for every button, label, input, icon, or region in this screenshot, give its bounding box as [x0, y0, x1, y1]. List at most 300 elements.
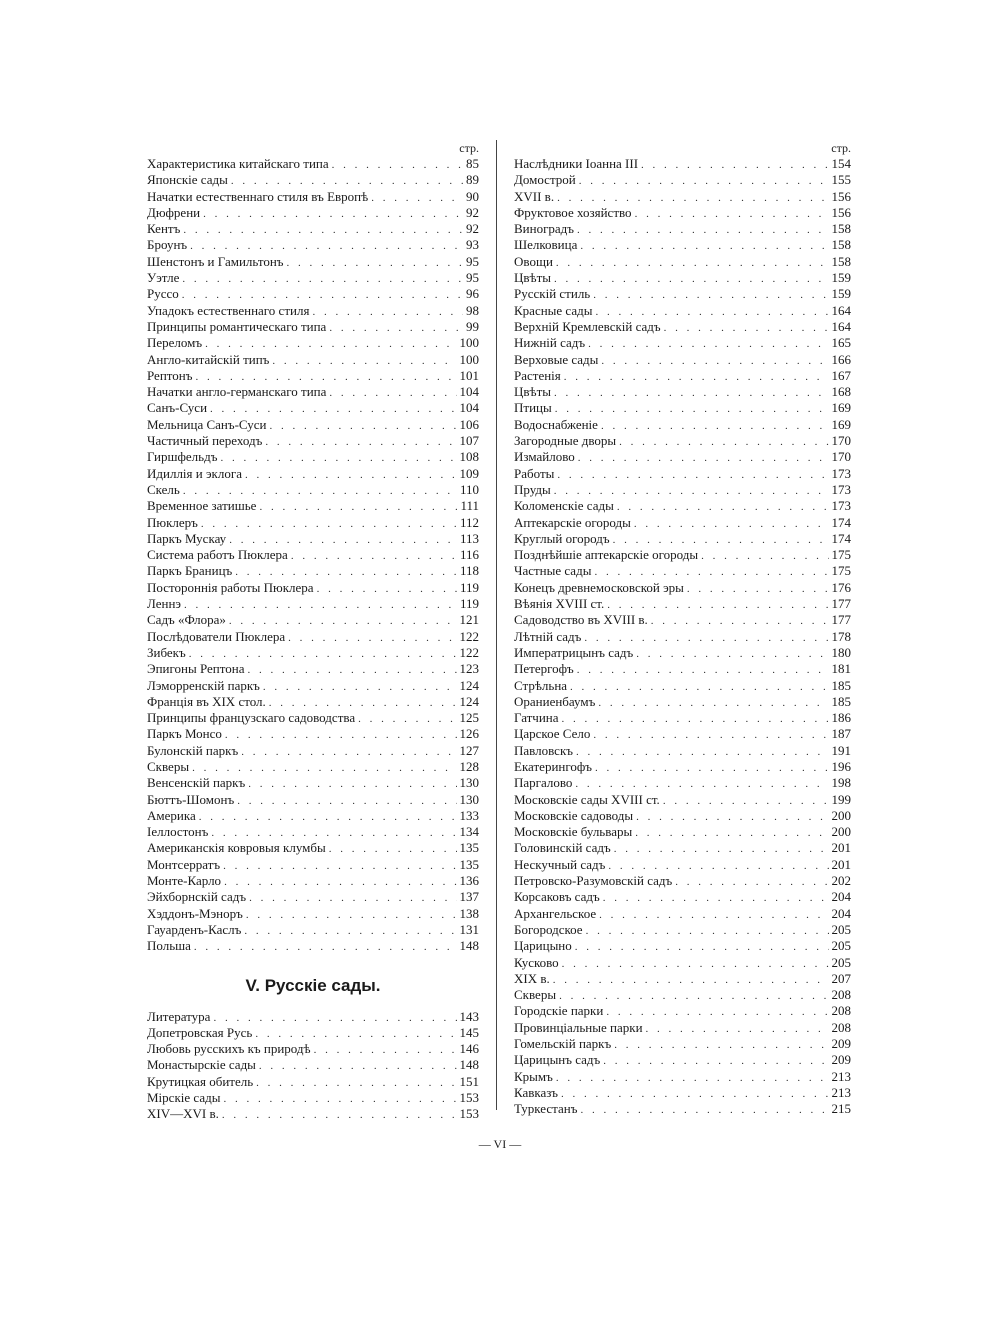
dot-leader [259, 499, 457, 514]
dot-leader [287, 255, 463, 270]
toc-entry-title: Архангельское [514, 905, 597, 921]
dot-leader [205, 336, 456, 351]
toc-entry [147, 156, 479, 172]
toc-entry-title: XIV—XVI в. [147, 1106, 219, 1122]
toc-entry-page: 128 [459, 758, 479, 774]
section-heading: V. Русскiе сады. [245, 975, 381, 995]
toc-entry [147, 808, 479, 824]
dot-leader [288, 630, 456, 645]
dot-leader [184, 597, 457, 612]
toc-entry-page: 164 [831, 318, 851, 334]
toc-entry-title: Частные сады [514, 563, 592, 579]
dot-leader [229, 532, 457, 547]
toc-entry [514, 938, 851, 954]
toc-entry-title: Городскiе парки [514, 1003, 604, 1019]
toc-entry [147, 384, 479, 400]
dot-leader [249, 890, 456, 905]
dot-leader [577, 222, 828, 237]
toc-entry-page: 89 [466, 172, 479, 188]
dot-leader [579, 173, 829, 188]
toc-entry [147, 1106, 479, 1122]
dot-leader [663, 793, 829, 808]
toc-entry-title: Царицынъ садъ [514, 1052, 601, 1068]
dot-leader [584, 630, 828, 645]
dot-leader [635, 206, 829, 221]
dot-leader [580, 238, 828, 253]
toc-entry [147, 319, 479, 335]
toc-entry-page: 215 [831, 1101, 851, 1117]
toc-entry-page: 165 [831, 335, 851, 351]
toc-entry [514, 286, 851, 302]
dot-leader [614, 841, 829, 856]
toc-entry-page: 112 [459, 514, 479, 530]
toc-entry-title: Крымъ [514, 1068, 553, 1084]
toc-entry-page: 177 [831, 596, 851, 612]
toc-entry [147, 1074, 479, 1090]
toc-entry-page: 205 [831, 954, 851, 970]
dot-leader [554, 271, 828, 286]
toc-entry [147, 368, 479, 384]
toc-entry-page: 176 [831, 579, 851, 595]
toc-entry-title: Аптекарскiе огороды [514, 514, 631, 530]
dot-leader [562, 711, 829, 726]
toc-entry-title: Леннэ [147, 596, 181, 612]
toc-entry-page: 180 [831, 644, 851, 660]
toc-entry-title: Булонскiй паркъ [147, 742, 239, 758]
toc-entry-title: Постороннiя работы Пюклера [147, 579, 314, 595]
toc-entry-page: 173 [831, 465, 851, 481]
dot-leader [329, 841, 457, 856]
toc-entry [514, 515, 851, 531]
dot-leader [607, 597, 828, 612]
toc-entry-page: 213 [831, 1084, 851, 1100]
toc-entry-page: 186 [831, 710, 851, 726]
page-column-label: стр. [831, 141, 851, 155]
toc-entry [514, 400, 851, 416]
toc-entry-title: Пруды [514, 481, 551, 497]
dot-leader [245, 467, 457, 482]
toc-entry-page: 131 [459, 921, 479, 937]
toc-entry-title: Кентъ [147, 221, 181, 237]
toc-entry-page: 164 [831, 302, 851, 318]
toc-entry [514, 1003, 851, 1019]
toc-entry-title: Эпигоны Рептона [147, 661, 245, 677]
toc-entry-title: Птицы [514, 400, 552, 416]
toc-entry-page: 104 [459, 400, 479, 416]
toc-entry [514, 417, 851, 433]
toc-entry-page: 175 [831, 547, 851, 563]
toc-entry-page: 122 [459, 628, 479, 644]
toc-entry [514, 482, 851, 498]
toc-entry [147, 515, 479, 531]
toc-entry-page: 130 [459, 775, 479, 791]
toc-entry-title: Корсаковъ садъ [514, 889, 600, 905]
toc-entry [514, 922, 851, 938]
toc-entry-page: 205 [831, 938, 851, 954]
toc-entry-title: Допетровская Русь [147, 1024, 253, 1040]
dot-leader [246, 907, 457, 922]
toc-entry-page: 146 [459, 1041, 479, 1057]
toc-entry-title: Англо-китайскiй типъ [147, 351, 270, 367]
toc-entry-page: 156 [831, 188, 851, 204]
toc-entry-title: Цвѣты [514, 384, 552, 400]
toc-entry [147, 889, 479, 905]
toc-entry-title: Петергофъ [514, 661, 574, 677]
toc-entry-page: 209 [831, 1052, 851, 1068]
toc-entry-title: Нескучный садъ [514, 856, 606, 872]
toc-entry [147, 563, 479, 579]
dot-leader [248, 776, 456, 791]
toc-entry-page: 207 [831, 970, 851, 986]
dot-leader [586, 923, 829, 938]
toc-entry [147, 498, 479, 514]
toc-entry-page: 168 [831, 384, 851, 400]
toc-entry [514, 743, 851, 759]
dot-leader [272, 353, 456, 368]
toc-entry-title: Начатки англо-германскаго типа [147, 384, 327, 400]
toc-entry-title: XVII в. [514, 188, 555, 204]
toc-entry-page: 169 [831, 416, 851, 432]
toc-entry [147, 433, 479, 449]
toc-entry-page: 135 [459, 856, 479, 872]
toc-entry-title: Мельница Санъ-Суси [147, 416, 267, 432]
dot-leader [575, 776, 828, 791]
dot-leader [635, 825, 828, 840]
toc-entry [147, 906, 479, 922]
dot-leader [190, 238, 463, 253]
toc-entry [514, 384, 851, 400]
toc-entry-page: 121 [459, 612, 479, 628]
toc-entry [147, 1057, 479, 1073]
toc-entry-page: 185 [831, 677, 851, 693]
toc-entry-title: Броунъ [147, 237, 188, 253]
toc-entry [514, 759, 851, 775]
toc-entry [147, 172, 479, 188]
toc-entry-title: Начатки естественнаго стиля въ Европѣ [147, 188, 369, 204]
toc-entry [147, 335, 479, 351]
toc-entry-title: Скверы [147, 758, 190, 774]
toc-entry-page: 175 [831, 563, 851, 579]
toc-entry [147, 645, 479, 661]
toc-entry-page: 133 [459, 807, 479, 823]
dot-leader [614, 1037, 828, 1052]
dot-leader [211, 825, 456, 840]
toc-entry-title: Частичный переходъ [147, 433, 263, 449]
toc-entry [147, 873, 479, 889]
toc-entry-page: 170 [831, 449, 851, 465]
dot-leader [265, 434, 456, 449]
toc-entry-page: 158 [831, 237, 851, 253]
toc-entry-title: Хэддонъ-Мэноръ [147, 905, 243, 921]
toc-list-left-after [147, 1009, 479, 1123]
dot-leader [617, 499, 829, 514]
toc-entry-title: Ораниенбаумъ [514, 693, 596, 709]
toc-entry [147, 189, 479, 205]
dot-leader [259, 1058, 457, 1073]
toc-entry-title: Американскiя ковровыя клумбы [147, 840, 326, 856]
dot-leader [556, 255, 829, 270]
toc-entry [147, 938, 479, 954]
toc-entry-page: 178 [831, 628, 851, 644]
toc-entry-title: Литература [147, 1008, 211, 1024]
page-column-label: стр. [459, 141, 479, 155]
dot-leader [182, 271, 463, 286]
toc-entry [147, 792, 479, 808]
toc-entry [147, 922, 479, 938]
toc-entry [147, 254, 479, 270]
toc-entry-page: 148 [459, 938, 479, 954]
toc-entry [514, 433, 851, 449]
toc-entry-page: 169 [831, 400, 851, 416]
toc-entry-title: Садъ «Флора» [147, 612, 226, 628]
dot-leader [371, 190, 463, 205]
toc-entry-title: Павловскъ [514, 742, 573, 758]
dot-leader [231, 173, 463, 188]
dot-leader [332, 157, 463, 172]
toc-entry-page: 143 [459, 1008, 479, 1024]
dot-leader [241, 744, 456, 759]
toc-entry [514, 270, 851, 286]
toc-entry-title: Русскiй стиль [514, 286, 591, 302]
toc-entry-page: 134 [459, 824, 479, 840]
dot-leader [577, 662, 829, 677]
toc-entry-page: 153 [459, 1090, 479, 1106]
toc-entry-title: Богородское [514, 921, 583, 937]
dot-leader [595, 304, 828, 319]
toc-entry-title: Санъ-Суси [147, 400, 208, 416]
toc-entry-title: Паркъ Браницъ [147, 563, 233, 579]
toc-entry-title: Зибекъ [147, 644, 186, 660]
toc-entry [514, 1036, 851, 1052]
toc-entry-page: 100 [459, 335, 479, 351]
dot-leader [557, 190, 828, 205]
toc-entry [514, 547, 851, 563]
toc-entry [514, 1101, 851, 1117]
dot-leader [557, 467, 828, 482]
toc-entry-title: Паркъ Мускау [147, 530, 227, 546]
toc-entry-page: 167 [831, 367, 851, 383]
toc-entry [147, 400, 479, 416]
dot-leader [201, 516, 457, 531]
toc-entry [514, 352, 851, 368]
toc-entry [514, 531, 851, 547]
toc-entry [514, 1052, 851, 1068]
toc-entry-page: 166 [831, 351, 851, 367]
toc-entry-page: 196 [831, 758, 851, 774]
toc-entry-title: Монастырскiе сады [147, 1057, 256, 1073]
toc-entry [147, 612, 479, 628]
toc-right-column [514, 140, 851, 1118]
toc-entry [147, 237, 479, 253]
toc-entry-page: 92 [466, 221, 479, 237]
toc-entry-page: 173 [831, 481, 851, 497]
toc-entry-title: Характеристика китайскаго типа [147, 156, 329, 171]
toc-entry-page: 118 [459, 563, 479, 579]
toc-entry [147, 710, 479, 726]
toc-entry-page: 151 [459, 1073, 479, 1089]
toc-entry-page: 208 [831, 1003, 851, 1019]
dot-leader [225, 727, 457, 742]
toc-entry [514, 189, 851, 205]
dot-leader [636, 646, 828, 661]
toc-entry-page: 174 [831, 530, 851, 546]
toc-entry-page: 110 [459, 481, 479, 497]
toc-entry [514, 1020, 851, 1036]
dot-leader [603, 1053, 828, 1068]
toc-entry-title: Скверы [514, 987, 557, 1003]
toc-entry-page: 123 [459, 661, 479, 677]
toc-entry-title: Круглый огородъ [514, 530, 610, 546]
toc-entry [147, 531, 479, 547]
toc-entry-title: Цвѣты [514, 270, 552, 286]
toc-entry [514, 156, 851, 172]
toc-entry [514, 449, 851, 465]
dot-leader [235, 564, 457, 579]
toc-entry [514, 629, 851, 645]
toc-entry [514, 792, 851, 808]
toc-entry [514, 840, 851, 856]
toc-entry-page: 101 [459, 367, 479, 383]
toc-entry-title: Красные сады [514, 302, 593, 318]
dot-leader [608, 858, 828, 873]
dot-leader [578, 450, 829, 465]
toc-entry-title: Скель [147, 481, 180, 497]
toc-entry-title: Лѣтнiй садъ [514, 628, 582, 644]
toc-entry [514, 889, 851, 905]
toc-entry-page: 202 [831, 873, 851, 889]
toc-entry-page: 109 [459, 465, 479, 481]
toc-entry-page: 107 [459, 433, 479, 449]
toc-entry-title: Конецъ древнемосковской эры [514, 579, 684, 595]
toc-entry [514, 335, 851, 351]
toc-entry [147, 205, 479, 221]
dot-leader [358, 711, 456, 726]
dot-leader [223, 858, 456, 873]
toc-entry-title: Мiрскiе сады [147, 1090, 221, 1106]
toc-entry-title: Провинцiальные парки [514, 1019, 643, 1035]
toc-entry [147, 270, 479, 286]
toc-entry [514, 254, 851, 270]
toc-entry-title: Московскiе бульвары [514, 824, 633, 840]
dot-leader [646, 1021, 829, 1036]
dot-leader [203, 206, 463, 221]
toc-entry [147, 1090, 479, 1106]
dot-leader [213, 1010, 456, 1025]
toc-entry-title: Петровско-Разумовскiй садъ [514, 873, 673, 889]
toc-entry-title: Руссо [147, 286, 179, 302]
dot-leader [220, 450, 456, 465]
toc-entry-title: Туркестанъ [514, 1101, 578, 1117]
toc-entry [147, 286, 479, 302]
dot-leader [291, 548, 457, 563]
dot-leader [619, 434, 828, 449]
toc-entry-title: Принципы романтическаго типа [147, 318, 327, 334]
dot-leader [182, 287, 463, 302]
toc-entry-page: 198 [831, 775, 851, 791]
toc-entry [147, 547, 479, 563]
toc-entry-title: Верховые сады [514, 351, 599, 367]
toc-entry-page: 156 [831, 204, 851, 220]
toc-entry [514, 678, 851, 694]
toc-entry-title: Виноградъ [514, 221, 575, 237]
dot-leader [210, 401, 456, 416]
toc-entry [514, 710, 851, 726]
column-divider [496, 140, 497, 1110]
dot-leader [595, 760, 828, 775]
dot-leader [183, 222, 463, 237]
toc-entry-page: 130 [459, 791, 479, 807]
toc-entry-title: Японскiе сады [147, 172, 228, 188]
toc-entry [514, 172, 851, 188]
toc-entry [514, 563, 851, 579]
dot-leader [255, 1026, 456, 1041]
toc-entry-page: 122 [459, 644, 479, 660]
toc-entry-page: 158 [831, 221, 851, 237]
toc-entry-title: Царицыно [514, 938, 572, 954]
toc-entry [514, 824, 851, 840]
toc-entry-title: Гатчина [514, 710, 559, 726]
toc-entry-page: 201 [831, 840, 851, 856]
toc-entry-title: Система работъ Пюклера [147, 547, 288, 563]
toc-entry [514, 645, 851, 661]
toc-entry-page: 96 [466, 286, 479, 302]
toc-entry-page: 173 [831, 498, 851, 514]
toc-entry-page: 111 [460, 498, 479, 514]
dot-leader [555, 401, 829, 416]
toc-list-right [514, 156, 851, 1118]
toc-entry-title: Пюклеръ [147, 514, 198, 530]
dot-leader [554, 483, 829, 498]
dot-leader [564, 369, 829, 384]
dot-leader [594, 564, 828, 579]
dot-leader [576, 744, 829, 759]
toc-entry [147, 417, 479, 433]
toc-entry-title: Дюфрени [147, 204, 201, 220]
toc-entry [147, 1025, 479, 1041]
toc-entry-page: 153 [459, 1106, 479, 1122]
toc-entry [514, 987, 851, 1003]
toc-entry-page: 209 [831, 1036, 851, 1052]
toc-entry-page: 159 [831, 270, 851, 286]
toc-entry [147, 840, 479, 856]
dot-leader [651, 613, 829, 628]
toc-entry-title: Идиллiя и эклога [147, 465, 242, 481]
toc-entry-title: Измайлово [514, 449, 575, 465]
toc-entry-title: Московскiе сады XVIII ст. [514, 791, 660, 807]
toc-entry [147, 775, 479, 791]
dot-leader [634, 516, 829, 531]
toc-entry-page: 201 [831, 856, 851, 872]
toc-entry-title: Венсенскiй паркъ [147, 775, 246, 791]
dot-leader [329, 320, 463, 335]
toc-entry [147, 726, 479, 742]
dot-leader [244, 923, 456, 938]
toc-entry-page: 135 [459, 840, 479, 856]
dot-leader [237, 793, 456, 808]
toc-entry-page: 124 [459, 693, 479, 709]
toc-entry-page: 200 [831, 824, 851, 840]
toc-entry-title: Крутицкая обитель [147, 1073, 254, 1089]
toc-entry-page: 208 [831, 1019, 851, 1035]
dot-leader [194, 939, 457, 954]
toc-entry [147, 449, 479, 465]
toc-entry [147, 824, 479, 840]
toc-entry-page: 204 [831, 905, 851, 921]
toc-entry [147, 694, 479, 710]
dot-leader [664, 320, 829, 335]
dot-leader [329, 385, 456, 400]
dot-leader [636, 809, 828, 824]
